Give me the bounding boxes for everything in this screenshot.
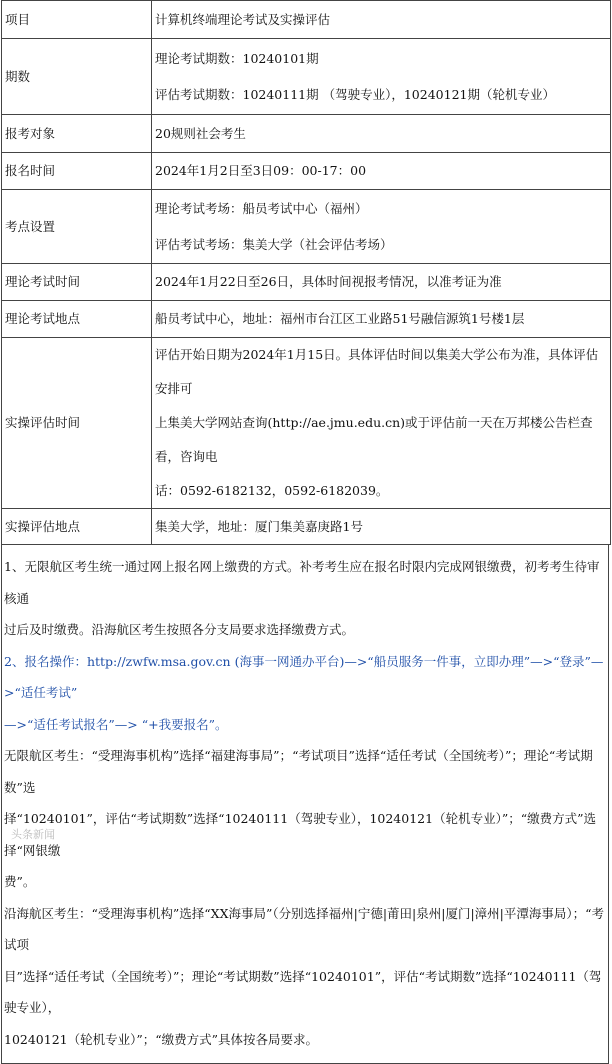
row-value-theory-time: 2024年1月22日至26日，具体时间视报考情况，以准考证为准 [152,264,611,301]
row-value-item: 计算机终端理论考试及实操评估 [152,1,611,39]
row-label-sites: 考点设置 [2,190,152,264]
note-4-line-a: 沿海航区考生：“受理海事机构”选择“XX海事局”（分别选择福州|宁德|莆田|泉州|厦门|漳州|平潭海事局）；“考试项 [4,905,605,952]
row-value-reg-time: 2024年1月2日至3日09：00-17：00 [152,153,611,190]
row-label-reg-time: 报名时间 [2,153,152,190]
row-label-period: 期数 [2,39,152,115]
period-theory: 理论考试期数：10240101期 [155,50,319,66]
row-value-theory-place: 船员考试中心，地址：福州市台江区工业路51号融信源筑1号楼1层 [152,301,611,338]
row-label-target: 报考对象 [2,115,152,153]
notes-section [1,545,609,1064]
row-value-period [152,39,611,115]
row-label-item: 项目 [2,1,152,39]
row-value-practical-place: 集美大学，地址：厦门集美嘉庚路1号 [152,509,611,545]
note-3-line-c: 费”。 [4,874,36,889]
row-label-theory-time: 理论考试时间 [2,264,152,301]
row-value-practical-time [152,338,611,509]
watermark: 头条新闻 [11,828,55,841]
table-row [2,301,611,338]
note-1-line-b: 过后及时缴费。沿海航区考生按照各分支局要求选择缴费方式。 [4,622,355,637]
note-3-line-b: 择“10240101”，评估“考试期数”选择“10240111（驾驶专业），10240121（轮机专业）”；“缴费方式”选择“网银缴 [4,811,596,858]
practical-time-line1: 评估开始日期为2024年1月15日。具体评估时间以集美大学公布为准，具体评估安排可 [155,347,599,396]
row-label-practical-place: 实操评估地点 [2,509,152,545]
row-value-target: 20规则社会考生 [152,115,611,153]
table-row [2,338,611,509]
row-label-practical-time: 实操评估时间 [2,338,152,509]
row-label-theory-place: 理论考试地点 [2,301,152,338]
table-row [2,509,611,545]
sites-eval: 评估考试考场：集美大学（社会评估考场） [155,236,393,252]
exam-info-table [1,0,611,545]
table-row [2,1,611,39]
table-row [2,264,611,301]
note-4-line-c: 10240121（轮机专业）”；“缴费方式”具体按各局要求。 [4,1031,319,1047]
sites-theory: 理论考试考场：船员考试中心（福州） [155,200,368,216]
table-row [2,115,611,153]
practical-time-line2: 上集美大学网站查询(http://ae.jmu.edu.cn)或于评估前一天在万邦楼公告栏查看，咨询电 [155,415,593,464]
note-4-line-b: 目”选择“适任考试（全国统考）”；理论“考试期数”选择“10240101”，评估“考试期数”选择“10240111（驾驶专业）， [4,968,602,1015]
note-1-line-a: 1、无限航区考生统一通过网上报名网上缴费的方式。补考考生应在报名时限内完成网银缴费，初考考生待审核通 [4,559,600,606]
note-2-line-b: —>“适任考试报名”—> “+我要报名”。 [4,716,228,732]
note-3-line-a: 无限航区考生：“受理海事机构”选择“福建海事局”；“考试项目”选择“适任考试（全国统考）”；理论“考试期数”选 [4,748,593,795]
practical-time-line3: 话：0592-6182132，0592-6182039。 [155,483,389,498]
document-page [1,0,611,1064]
table-row [2,190,611,264]
row-value-sites [152,190,611,264]
table-row [2,39,611,115]
period-eval: 评估考试期数：10240111期 （驾驶专业），10240121期（轮机专业） [155,86,555,102]
note-2-line-a: 2、报名操作：http://zwfw.msa.gov.cn (海事一网通办平台)—>“船员服务一件事，立即办理”—>“登录”—>“适任考试” [4,653,604,700]
table-row [2,153,611,190]
